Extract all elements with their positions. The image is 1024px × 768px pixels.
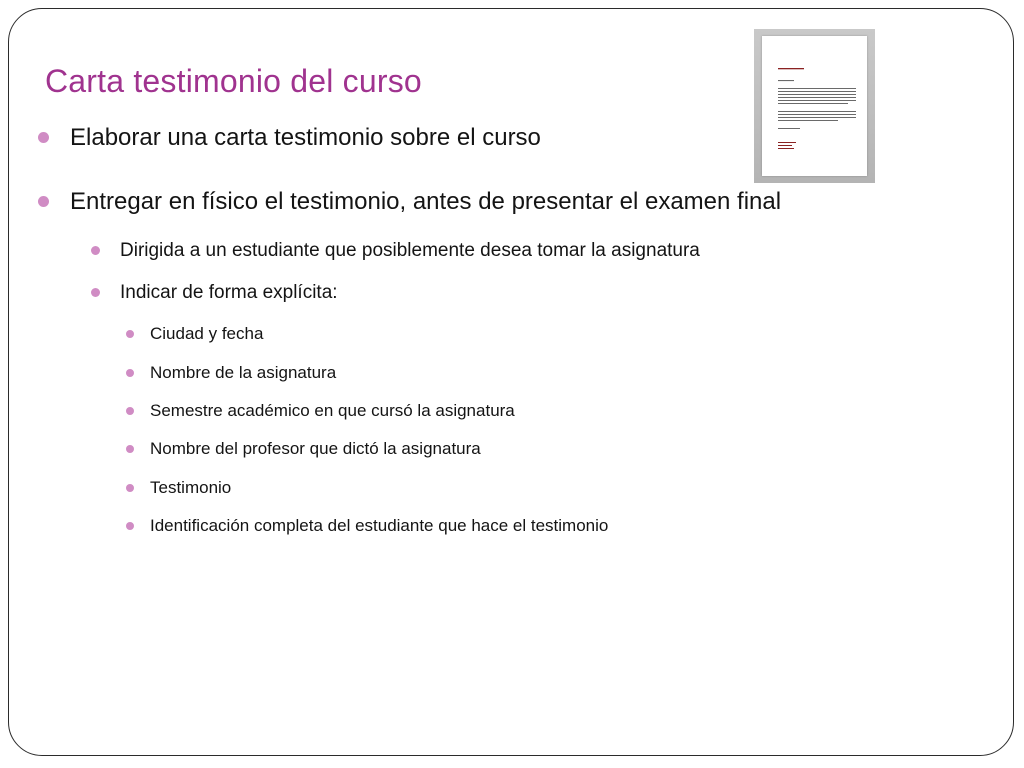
sub-bullet-text: Dirigida a un estudiante que posiblemente desea tomar la asignatura xyxy=(120,240,700,261)
sub-bullet-item xyxy=(120,282,338,304)
sub-sub-bullet-item xyxy=(150,516,608,536)
bullet-dot-icon xyxy=(126,484,134,492)
sub-sub-bullet-item xyxy=(150,401,515,421)
letter-page xyxy=(762,36,867,176)
bullet-text: Entregar en físico el testimonio, antes de presentar el examen final xyxy=(70,188,782,215)
bullet-dot-icon xyxy=(91,288,100,297)
bullet-dot-icon xyxy=(126,369,134,377)
sub-sub-bullet-text: Identificación completa del estudiante que hace el testimonio xyxy=(150,516,609,535)
sub-sub-bullet-item xyxy=(150,439,481,459)
sub-sub-bullet-text: Nombre del profesor que dictó la asignatura xyxy=(150,439,481,458)
bullet-item xyxy=(70,124,541,152)
sub-sub-bullet-item xyxy=(150,363,336,383)
bullet-dot-icon xyxy=(126,445,134,453)
bullet-dot-icon xyxy=(126,522,134,530)
sub-sub-bullet-item xyxy=(150,478,231,498)
bullet-dot-icon xyxy=(126,330,134,338)
bullet-dot-icon xyxy=(91,246,100,255)
letter-text-lines-icon xyxy=(762,36,867,176)
sub-sub-bullet-text: Nombre de la asignatura xyxy=(150,363,337,382)
sub-sub-bullet-text: Testimonio xyxy=(150,478,232,497)
bullet-dot-icon xyxy=(38,196,49,207)
letter-thumbnail-image xyxy=(754,29,875,183)
sub-sub-bullet-text: Ciudad y fecha xyxy=(150,324,264,343)
sub-sub-bullet-text: Semestre académico en que cursó la asignatura xyxy=(150,401,515,420)
sub-sub-bullet-item xyxy=(150,324,263,344)
slide-title: Carta testimonio del curso xyxy=(45,63,422,99)
bullet-item xyxy=(70,188,781,216)
sub-bullet-text: Indicar de forma explícita: xyxy=(120,282,338,303)
bullet-dot-icon xyxy=(38,132,49,143)
bullet-dot-icon xyxy=(126,407,134,415)
sub-bullet-item xyxy=(120,240,700,262)
bullet-text: Elaborar una carta testimonio sobre el curso xyxy=(70,124,541,151)
